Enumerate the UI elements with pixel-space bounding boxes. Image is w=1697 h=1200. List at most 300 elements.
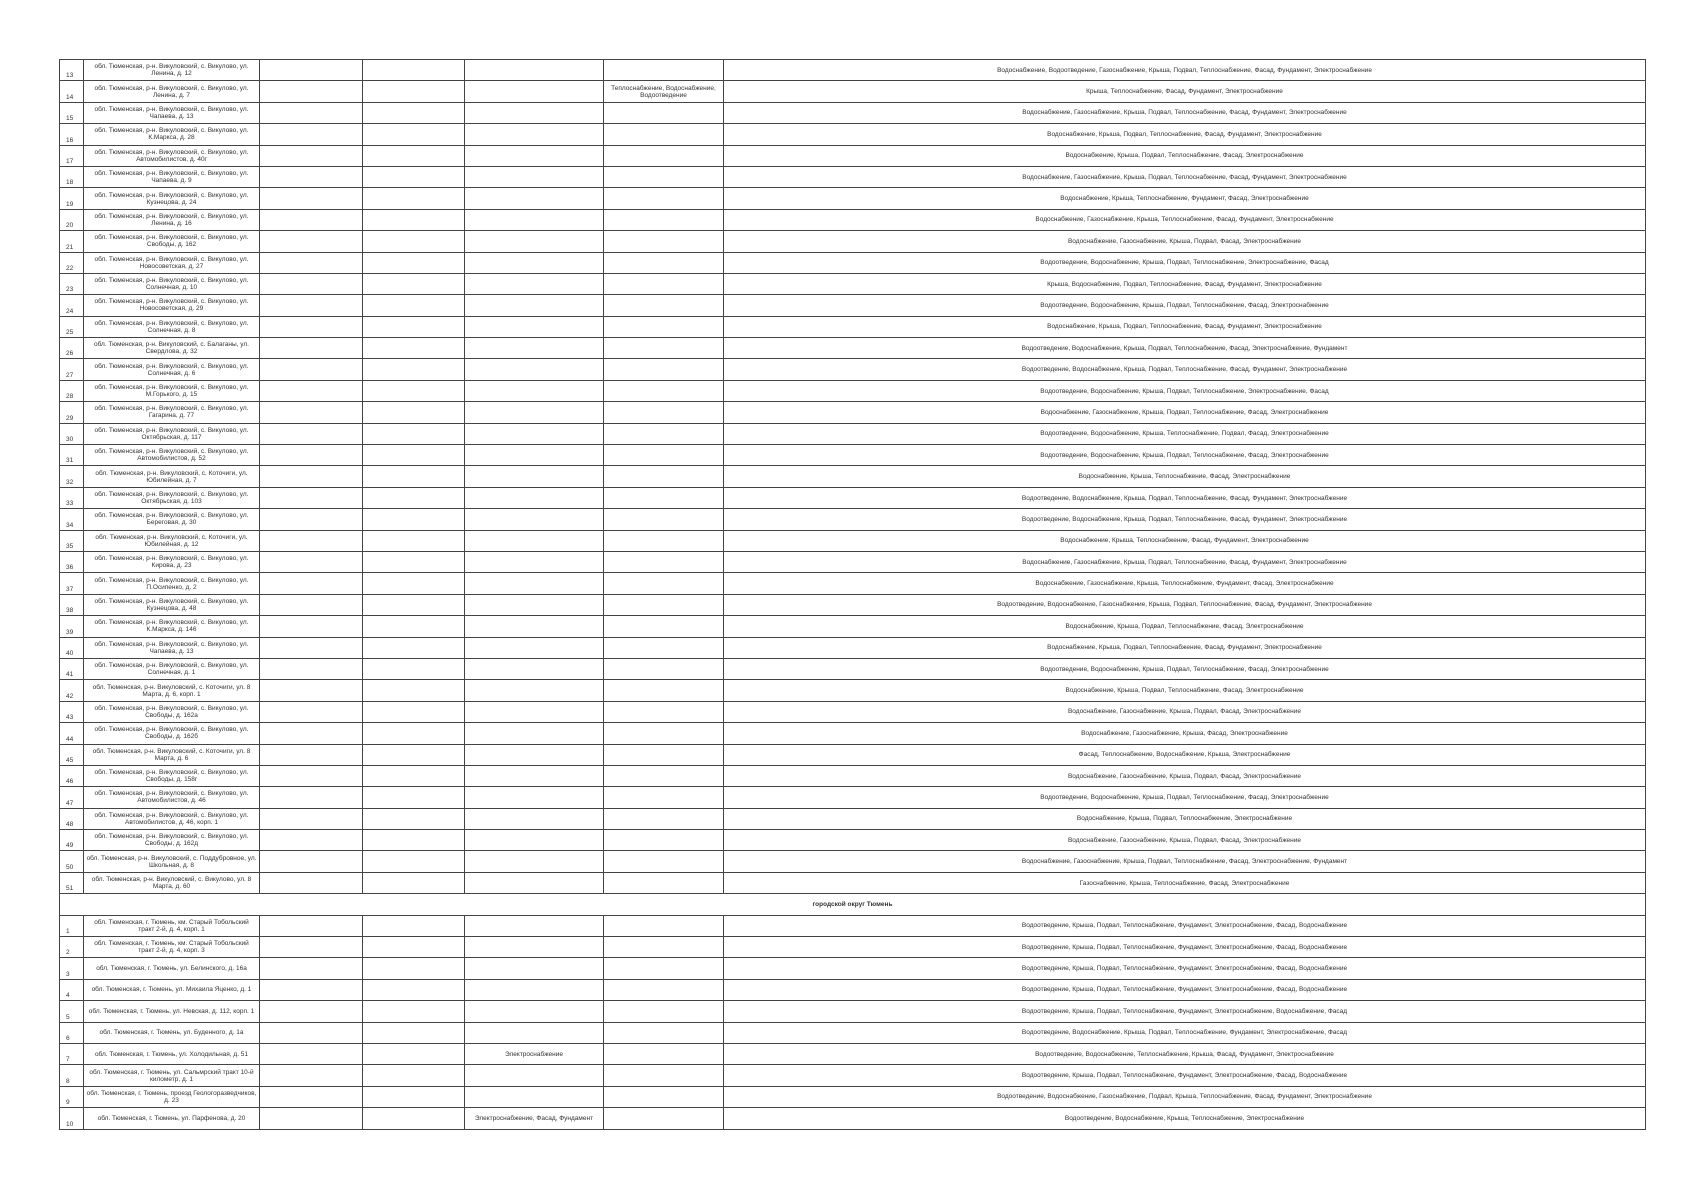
column-3-cell — [260, 637, 363, 658]
column-6-cell — [604, 338, 724, 359]
column-3-cell — [260, 81, 363, 102]
works-list-cell: Водоотведение, Водоснабжение, Крыша, Подвал, Теплоснабжение, Фасад, Электроснабжение, Фундамент — [724, 338, 1646, 359]
row-number-cell: 13 — [60, 60, 84, 81]
column-5-cell — [465, 701, 604, 722]
column-6-cell — [604, 188, 724, 209]
column-3-cell — [260, 124, 363, 145]
address-cell: обл. Тюменская, г. Тюмень, км. Старый Тобольский тракт 2-й, д. 4, корп. 1 — [84, 915, 260, 936]
table-row — [60, 1086, 1646, 1107]
works-list-cell: Водоснабжение, Газоснабжение, Крыша, Подвал, Фасад, Электроснабжение — [724, 701, 1646, 722]
column-6-cell — [604, 658, 724, 679]
column-5-cell — [465, 1022, 604, 1043]
repair-table — [59, 59, 1646, 1130]
address-cell: обл. Тюменская, г. Тюмень, ул. Холодильная, д. 51 — [84, 1043, 260, 1064]
address-cell: обл. Тюменская, р-н. Викуловский, с. Викулово, ул. Ленина, д. 7 — [84, 81, 260, 102]
column-6-cell — [604, 209, 724, 230]
column-6-cell — [604, 402, 724, 423]
works-list-cell: Водоотведение, Водоснабжение, Крыша, Теплоснабжение, Подвал, Фасад, Электроснабжение — [724, 423, 1646, 444]
column-3-cell — [260, 1022, 363, 1043]
row-number-cell: 21 — [60, 231, 84, 252]
column-5-cell — [465, 145, 604, 166]
table-row — [60, 509, 1646, 530]
column-3-cell — [260, 979, 363, 1000]
column-5-cell — [465, 872, 604, 893]
column-6-cell — [604, 166, 724, 187]
address-cell: обл. Тюменская, р-н. Викуловский, с. Викулово, ул. Солнечная, д. 10 — [84, 273, 260, 294]
column-6-cell — [604, 487, 724, 508]
table-row — [60, 723, 1646, 744]
column-3-cell — [260, 551, 363, 572]
column-4-cell — [363, 616, 465, 637]
column-4-cell — [363, 851, 465, 872]
column-3-cell — [260, 380, 363, 401]
column-5-cell — [465, 509, 604, 530]
section-header-row — [60, 894, 1646, 915]
column-3-cell — [260, 915, 363, 936]
row-number-cell: 24 — [60, 295, 84, 316]
table-row — [60, 209, 1646, 230]
works-list-cell: Водоснабжение, Газоснабжение, Крыша, Подвал, Теплоснабжение, Фасад, Фундамент, Электроснабжение — [724, 102, 1646, 123]
works-list-cell: Водоснабжение, Газоснабжение, Крыша, Фасад, Электроснабжение — [724, 723, 1646, 744]
column-4-cell — [363, 1086, 465, 1107]
column-5-cell — [465, 808, 604, 829]
column-3-cell — [260, 423, 363, 444]
column-5-cell — [465, 573, 604, 594]
row-number-cell: 7 — [60, 1043, 84, 1064]
table-row — [60, 808, 1646, 829]
column-6-cell — [604, 359, 724, 380]
row-number-cell: 25 — [60, 316, 84, 337]
works-list-cell: Водоотведение, Водоснабжение, Теплоснабжение, Крыша, Фасад, Фундамент, Электроснабжение — [724, 1043, 1646, 1064]
table-row — [60, 872, 1646, 893]
address-cell: обл. Тюменская, р-н. Викуловский, с. Коточиги, ул. 8 Марта, д. 6 — [84, 744, 260, 765]
column-3-cell — [260, 466, 363, 487]
works-list-cell: Водоснабжение, Крыша, Подвал, Теплоснабжение, Фасад, Фундамент, Электроснабжение — [724, 316, 1646, 337]
row-number-cell: 43 — [60, 701, 84, 722]
works-list-cell: Водоотведение, Водоснабжение, Крыша, Подвал, Теплоснабжение, Электроснабжение, Фасад — [724, 252, 1646, 273]
column-3-cell — [260, 487, 363, 508]
table-row — [60, 530, 1646, 551]
column-5-cell — [465, 338, 604, 359]
works-list-cell: Водоотведение, Крыша, Подвал, Теплоснабжение, Фундамент, Электроснабжение, Водоснабжение, Фасад — [724, 1001, 1646, 1022]
table-row — [60, 124, 1646, 145]
column-5-cell — [465, 723, 604, 744]
column-5-cell — [465, 231, 604, 252]
address-cell: обл. Тюменская, р-н. Викуловский, с. Коточиги, ул. 8 Марта, д. 6, корп. 1 — [84, 680, 260, 701]
table-row — [60, 445, 1646, 466]
column-5-cell — [465, 423, 604, 444]
column-3-cell — [260, 145, 363, 166]
column-4-cell — [363, 487, 465, 508]
address-cell: обл. Тюменская, р-н. Викуловский, с. Викулово, ул. Ленина, д. 12 — [84, 60, 260, 81]
column-3-cell — [260, 616, 363, 637]
column-6-cell — [604, 509, 724, 530]
row-number-cell: 40 — [60, 637, 84, 658]
works-list-cell: Водоотведение, Водоснабжение, Крыша, Подвал, Теплоснабжение, Фасад, Фундамент, Электроснабжение — [724, 487, 1646, 508]
column-6-cell — [604, 380, 724, 401]
column-6-cell — [604, 830, 724, 851]
address-cell: обл. Тюменская, г. Тюмень, ул. Парфенова, д. 20 — [84, 1108, 260, 1129]
column-4-cell — [363, 316, 465, 337]
address-cell: обл. Тюменская, р-н. Викуловский, с. Поддубровное, ул. Школьная, д. 8 — [84, 851, 260, 872]
address-cell: обл. Тюменская, р-н. Викуловский, с. Викулово, ул. Автомобилистов, д. 46 — [84, 787, 260, 808]
column-3-cell — [260, 958, 363, 979]
address-cell: обл. Тюменская, р-н. Викуловский, с. Викулово, ул. Чапаева, д. 9 — [84, 166, 260, 187]
column-4-cell — [363, 359, 465, 380]
column-6-cell — [604, 851, 724, 872]
table-row — [60, 744, 1646, 765]
column-3-cell — [260, 787, 363, 808]
address-cell: обл. Тюменская, р-н. Викуловский, с. Викулово, ул. Кузнецова, д. 48 — [84, 594, 260, 615]
row-number-cell: 33 — [60, 487, 84, 508]
row-number-cell: 47 — [60, 787, 84, 808]
table-row — [60, 765, 1646, 786]
row-number-cell: 15 — [60, 102, 84, 123]
column-4-cell — [363, 958, 465, 979]
column-4-cell — [363, 701, 465, 722]
column-6-cell — [604, 594, 724, 615]
column-4-cell — [363, 872, 465, 893]
works-list-cell: Водоснабжение, Газоснабжение, Крыша, Подвал, Теплоснабжение, Фасад, Фундамент, Электроснабжение — [724, 166, 1646, 187]
table-row — [60, 316, 1646, 337]
row-number-cell: 16 — [60, 124, 84, 145]
address-cell: обл. Тюменская, р-н. Викуловский, с. Викулово, ул. Октябрьская, д. 117 — [84, 423, 260, 444]
address-cell: обл. Тюменская, р-н. Викуловский, с. Викулово, ул. М.Горького, д. 15 — [84, 380, 260, 401]
column-4-cell — [363, 124, 465, 145]
row-number-cell: 44 — [60, 723, 84, 744]
column-6-cell — [604, 979, 724, 1000]
table-row — [60, 1065, 1646, 1086]
works-list-cell: Водоотведение, Водоснабжение, Крыша, Подвал, Теплоснабжение, Фасад, Электроснабжение — [724, 445, 1646, 466]
column-4-cell — [363, 744, 465, 765]
row-number-cell: 6 — [60, 1022, 84, 1043]
row-number-cell: 9 — [60, 1086, 84, 1107]
column-5-cell — [465, 81, 604, 102]
table-row — [60, 359, 1646, 380]
column-4-cell — [363, 979, 465, 1000]
table-row — [60, 573, 1646, 594]
table-row — [60, 979, 1646, 1000]
works-list-cell: Газоснабжение, Крыша, Теплоснабжение, Фасад, Электроснабжение — [724, 872, 1646, 893]
address-cell: обл. Тюменская, р-н. Викуловский, с. Коточиги, ул. Юбилейная, д. 7 — [84, 466, 260, 487]
row-number-cell: 30 — [60, 423, 84, 444]
row-number-cell: 41 — [60, 658, 84, 679]
column-6-cell — [604, 295, 724, 316]
column-6-cell — [604, 423, 724, 444]
column-6-cell — [604, 124, 724, 145]
table-row — [60, 295, 1646, 316]
table-body — [60, 60, 1646, 1130]
row-number-cell: 37 — [60, 573, 84, 594]
address-cell: обл. Тюменская, г. Тюмень, ул. Белинского, д. 16а — [84, 958, 260, 979]
row-number-cell: 17 — [60, 145, 84, 166]
column-5-cell — [465, 316, 604, 337]
works-list-cell: Водоотведение, Водоснабжение, Крыша, Теплоснабжение, Электроснабжение — [724, 1108, 1646, 1129]
works-list-cell: Фасад, Теплоснабжение, Водоснабжение, Крыша, Электроснабжение — [724, 744, 1646, 765]
row-number-cell: 4 — [60, 979, 84, 1000]
column-5-cell: Электроснабжение, Фасад, Фундамент — [465, 1108, 604, 1129]
column-4-cell — [363, 60, 465, 81]
address-cell: обл. Тюменская, р-н. Викуловский, с. Викулово, ул. К.Маркса, д. 146 — [84, 616, 260, 637]
column-3-cell — [260, 316, 363, 337]
works-list-cell: Водоснабжение, Крыша, Теплоснабжение, Фундамент, Фасад, Электроснабжение — [724, 188, 1646, 209]
table-row — [60, 60, 1646, 81]
address-cell: обл. Тюменская, р-н. Викуловский, с. Викулово, ул. Береговая, д. 30 — [84, 509, 260, 530]
column-4-cell — [363, 273, 465, 294]
column-3-cell — [260, 1043, 363, 1064]
address-cell: обл. Тюменская, р-н. Викуловский, с. Викулово, ул. Кирова, д. 23 — [84, 551, 260, 572]
column-4-cell — [363, 466, 465, 487]
column-3-cell — [260, 701, 363, 722]
address-cell: обл. Тюменская, г. Тюмень, ул. Сальмрский тракт 10-й километр, д. 1 — [84, 1065, 260, 1086]
column-4-cell — [363, 787, 465, 808]
column-6-cell — [604, 787, 724, 808]
column-6-cell — [604, 530, 724, 551]
column-6-cell — [604, 744, 724, 765]
table-row — [60, 423, 1646, 444]
address-cell: обл. Тюменская, р-н. Викуловский, с. Викулово, ул. Солнечная, д. 6 — [84, 359, 260, 380]
address-cell: обл. Тюменская, р-н. Викуловский, с. Викулово, ул. П.Осипенко, д. 2 — [84, 573, 260, 594]
table-row — [60, 1022, 1646, 1043]
works-list-cell: Водоснабжение, Газоснабжение, Крыша, Подвал, Теплоснабжение, Фасад, Фундамент, Электроснабжение — [724, 551, 1646, 572]
address-cell: обл. Тюменская, р-н. Викуловский, с. Викулово, ул. Свободы, д. 158г — [84, 765, 260, 786]
row-number-cell: 42 — [60, 680, 84, 701]
column-3-cell — [260, 680, 363, 701]
column-5-cell — [465, 252, 604, 273]
address-cell: обл. Тюменская, р-н. Викуловский, с. Викулово, ул. Автомобилистов, д. 46, корп. 1 — [84, 808, 260, 829]
column-6-cell — [604, 1108, 724, 1129]
column-3-cell — [260, 530, 363, 551]
column-3-cell — [260, 359, 363, 380]
works-list-cell: Водоснабжение, Крыша, Подвал, Теплоснабжение, Фасад, Фундамент, Электроснабжение — [724, 124, 1646, 145]
row-number-cell: 49 — [60, 830, 84, 851]
table-row — [60, 680, 1646, 701]
column-5-cell — [465, 680, 604, 701]
row-number-cell: 50 — [60, 851, 84, 872]
column-6-cell — [604, 680, 724, 701]
row-number-cell: 29 — [60, 402, 84, 423]
row-number-cell: 26 — [60, 338, 84, 359]
section-title: городской округ Тюмень — [60, 894, 1646, 915]
column-5-cell — [465, 487, 604, 508]
column-6-cell — [604, 701, 724, 722]
row-number-cell: 28 — [60, 380, 84, 401]
column-6-cell — [604, 616, 724, 637]
address-cell: обл. Тюменская, р-н. Викуловский, с. Викулово, ул. Свободы, д. 162д — [84, 830, 260, 851]
column-6-cell — [604, 102, 724, 123]
table-row — [60, 252, 1646, 273]
column-5-cell — [465, 915, 604, 936]
column-5-cell — [465, 295, 604, 316]
column-5-cell — [465, 60, 604, 81]
works-list-cell: Водоснабжение, Водоотведение, Газоснабжение, Крыша, Подвал, Теплоснабжение, Фасад, Фундамент, Электроснабжение — [724, 60, 1646, 81]
table-row — [60, 851, 1646, 872]
column-5-cell — [465, 765, 604, 786]
column-5-cell — [465, 166, 604, 187]
column-3-cell — [260, 594, 363, 615]
column-4-cell — [363, 1001, 465, 1022]
column-5-cell — [465, 1086, 604, 1107]
column-3-cell — [260, 744, 363, 765]
column-5-cell — [465, 851, 604, 872]
column-5-cell — [465, 744, 604, 765]
works-list-cell: Водоснабжение, Крыша, Подвал, Теплоснабжение, Фасад, Электроснабжение — [724, 680, 1646, 701]
address-cell: обл. Тюменская, р-н. Викуловский, с. Викулово, ул. Солнечная, д. 8 — [84, 316, 260, 337]
works-list-cell: Водоснабжение, Газоснабжение, Крыша, Подвал, Фасад, Электроснабжение — [724, 231, 1646, 252]
column-3-cell — [260, 723, 363, 744]
table-row — [60, 1043, 1646, 1064]
column-4-cell — [363, 808, 465, 829]
address-cell: обл. Тюменская, р-н. Викуловский, с. Коточиги, ул. Юбилейная, д. 12 — [84, 530, 260, 551]
column-6-cell — [604, 551, 724, 572]
table-row — [60, 81, 1646, 102]
address-cell: обл. Тюменская, г. Тюмень, км. Старый Тобольский тракт 2-й, д. 4, корп. 3 — [84, 937, 260, 958]
column-6-cell — [604, 937, 724, 958]
column-5-cell — [465, 124, 604, 145]
row-number-cell: 45 — [60, 744, 84, 765]
column-4-cell — [363, 166, 465, 187]
row-number-cell: 51 — [60, 872, 84, 893]
works-list-cell: Водоснабжение, Крыша, Подвал, Теплоснабжение, Электроснабжение — [724, 808, 1646, 829]
column-3-cell — [260, 252, 363, 273]
column-3-cell — [260, 166, 363, 187]
row-number-cell: 14 — [60, 81, 84, 102]
row-number-cell: 20 — [60, 209, 84, 230]
address-cell: обл. Тюменская, р-н. Викуловский, с. Викулово, ул. Гагарина, д. 77 — [84, 402, 260, 423]
works-list-cell: Крыша, Водоснабжение, Подвал, Теплоснабжение, Фасад, Фундамент, Электроснабжение — [724, 273, 1646, 294]
works-list-cell: Водоотведение, Водоснабжение, Крыша, Подвал, Теплоснабжение, Фасад, Фундамент, Электроснабжение — [724, 359, 1646, 380]
table-row — [60, 166, 1646, 187]
row-number-cell: 32 — [60, 466, 84, 487]
column-5-cell — [465, 787, 604, 808]
column-5-cell: Электроснабжение — [465, 1043, 604, 1064]
column-6-cell — [604, 445, 724, 466]
table-row — [60, 594, 1646, 615]
column-4-cell — [363, 402, 465, 423]
column-6-cell — [604, 1001, 724, 1022]
address-cell: обл. Тюменская, р-н. Викуловский, с. Викулово, ул. Свободы, д. 162 — [84, 231, 260, 252]
works-list-cell: Водоотведение, Водоснабжение, Крыша, Подвал, Теплоснабжение, Электроснабжение, Фасад — [724, 380, 1646, 401]
column-5-cell — [465, 445, 604, 466]
column-6-cell — [604, 1065, 724, 1086]
column-5-cell — [465, 273, 604, 294]
column-6-cell — [604, 60, 724, 81]
column-4-cell — [363, 573, 465, 594]
address-cell: обл. Тюменская, р-н. Викуловский, с. Балаганы, ул. Свердлова, д. 32 — [84, 338, 260, 359]
address-cell: обл. Тюменская, г. Тюмень, проезд Геологоразведчиков, д. 23 — [84, 1086, 260, 1107]
table-row — [60, 231, 1646, 252]
column-5-cell — [465, 402, 604, 423]
row-number-cell: 23 — [60, 273, 84, 294]
column-4-cell — [363, 188, 465, 209]
address-cell: обл. Тюменская, р-н. Викуловский, с. Викулово, ул. Чапаева, д. 13 — [84, 637, 260, 658]
column-5-cell — [465, 380, 604, 401]
works-list-cell: Водоснабжение, Газоснабжение, Крыша, Подвал, Фасад, Электроснабжение — [724, 830, 1646, 851]
column-4-cell — [363, 380, 465, 401]
column-4-cell — [363, 1022, 465, 1043]
column-4-cell — [363, 209, 465, 230]
column-5-cell — [465, 830, 604, 851]
table-row — [60, 145, 1646, 166]
column-4-cell — [363, 915, 465, 936]
row-number-cell: 19 — [60, 188, 84, 209]
column-4-cell — [363, 680, 465, 701]
table-row — [60, 658, 1646, 679]
table-row — [60, 637, 1646, 658]
address-cell: обл. Тюменская, р-н. Викуловский, с. Викулово, ул. 8 Марта, д. 60 — [84, 872, 260, 893]
column-4-cell — [363, 594, 465, 615]
works-list-cell: Водоснабжение, Газоснабжение, Крыша, Теплоснабжение, Фасад, Фундамент, Электроснабжение — [724, 209, 1646, 230]
works-list-cell: Водоотведение, Крыша, Подвал, Теплоснабжение, Фундамент, Электроснабжение, Фасад, Водоснабжение — [724, 915, 1646, 936]
column-3-cell — [260, 231, 363, 252]
row-number-cell: 39 — [60, 616, 84, 637]
address-cell: обл. Тюменская, р-н. Викуловский, с. Викулово, ул. Свободы, д. 162а — [84, 701, 260, 722]
column-3-cell — [260, 658, 363, 679]
table-row — [60, 701, 1646, 722]
column-3-cell — [260, 402, 363, 423]
column-4-cell — [363, 551, 465, 572]
row-number-cell: 48 — [60, 808, 84, 829]
table-row — [60, 958, 1646, 979]
table-row — [60, 830, 1646, 851]
column-6-cell: Теплоснабжение, Водоснабжение, Водоотведение — [604, 81, 724, 102]
column-3-cell — [260, 1065, 363, 1086]
column-5-cell — [465, 1001, 604, 1022]
column-3-cell — [260, 851, 363, 872]
table-row — [60, 487, 1646, 508]
works-list-cell: Водоотведение, Водоснабжение, Газоснабжение, Крыша, Подвал, Теплоснабжение, Фасад, Фундамент, Электроснабжение — [724, 594, 1646, 615]
column-6-cell — [604, 145, 724, 166]
row-number-cell: 10 — [60, 1108, 84, 1129]
column-5-cell — [465, 1065, 604, 1086]
column-5-cell — [465, 637, 604, 658]
column-4-cell — [363, 81, 465, 102]
column-6-cell — [604, 915, 724, 936]
column-4-cell — [363, 937, 465, 958]
row-number-cell: 36 — [60, 551, 84, 572]
table-row — [60, 188, 1646, 209]
column-3-cell — [260, 872, 363, 893]
column-3-cell — [260, 273, 363, 294]
address-cell: обл. Тюменская, р-н. Викуловский, с. Викулово, ул. Свободы, д. 162б — [84, 723, 260, 744]
column-3-cell — [260, 1001, 363, 1022]
works-list-cell: Водоснабжение, Газоснабжение, Крыша, Подвал, Теплоснабжение, Фасад, Электроснабжение — [724, 402, 1646, 423]
table-row — [60, 616, 1646, 637]
works-list-cell: Водоснабжение, Газоснабжение, Крыша, Теплоснабжение, Фундамент, Фасад, Электроснабжение — [724, 573, 1646, 594]
table-row — [60, 380, 1646, 401]
column-3-cell — [260, 937, 363, 958]
column-3-cell — [260, 1086, 363, 1107]
address-cell: обл. Тюменская, р-н. Викуловский, с. Викулово, ул. К.Маркса, д. 28 — [84, 124, 260, 145]
column-4-cell — [363, 637, 465, 658]
address-cell: обл. Тюменская, г. Тюмень, ул. Невская, д. 112, корп. 1 — [84, 1001, 260, 1022]
column-3-cell — [260, 102, 363, 123]
row-number-cell: 31 — [60, 445, 84, 466]
row-number-cell: 22 — [60, 252, 84, 273]
column-3-cell — [260, 765, 363, 786]
column-6-cell — [604, 1022, 724, 1043]
column-6-cell — [604, 252, 724, 273]
row-number-cell: 27 — [60, 359, 84, 380]
works-list-cell: Водоотведение, Крыша, Подвал, Теплоснабжение, Фундамент, Электроснабжение, Фасад, Водоснабжение — [724, 958, 1646, 979]
column-3-cell — [260, 573, 363, 594]
works-list-cell: Водоотведение, Крыша, Подвал, Теплоснабжение, Фундамент, Электроснабжение, Фасад, Водоснабжение — [724, 979, 1646, 1000]
column-4-cell — [363, 830, 465, 851]
row-number-cell: 2 — [60, 937, 84, 958]
column-4-cell — [363, 145, 465, 166]
table-row — [60, 273, 1646, 294]
column-4-cell — [363, 1065, 465, 1086]
